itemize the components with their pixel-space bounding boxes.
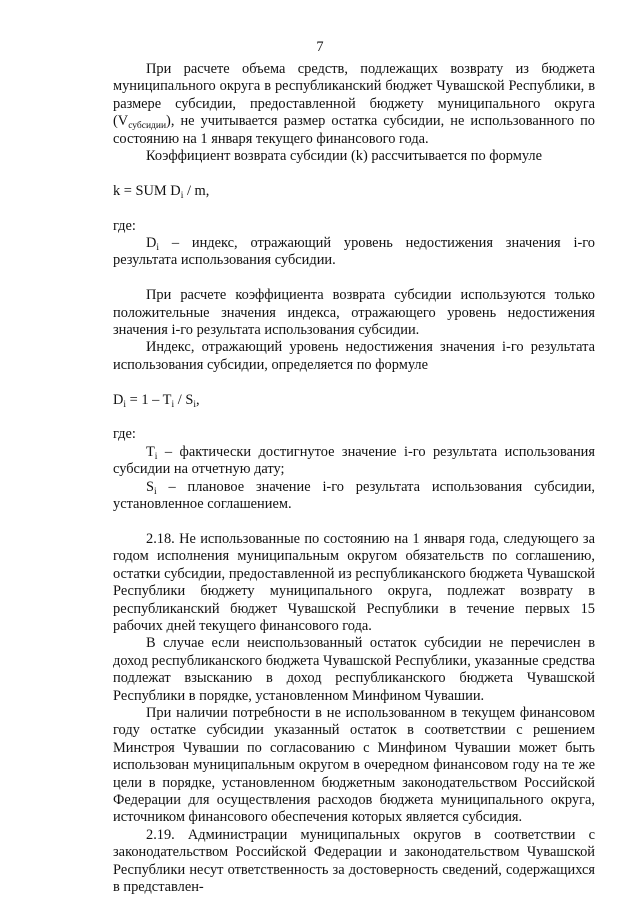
paragraph-text: При расчете объема средств, подлежащих возврату из бюджета муниципального округа в республиканский бюджет Чувашской Республики, в размере субсидии, предоставленной бюджету муниципального округа (V [113,61,595,130]
subscript: i [193,399,196,410]
page-number: 7 [316,39,324,55]
subscript: i [180,190,184,201]
formula-text: / S [174,391,194,408]
paragraph-return-volume [113,61,595,148]
definition-text: – фактически достигнутое значение i-го результата использования субсидии на отчетную дату; [113,443,595,478]
definition-d [113,235,595,270]
where-label: где: [113,426,136,443]
formula-text: k = SUM D [113,182,181,199]
formula-d [113,392,595,409]
symbol: S [146,478,155,495]
paragraph-2-18-reuse: При наличии потребности в не использованном в текущем финансовом году остатке субсидии указанный остаток в соответствии с решением Минстроя Чувашии по согласованию с Минфином Чувашии может быть использован муниципальным округом в очередном финансовом году на те же цели в порядке, установленном бюджетным законодательством Российской Федерации для осуществления расходов бюджета муниципального округа, источником финансового обеспечения которых является субсидия. [113,704,595,826]
document-body [113,61,595,896]
paragraph-2-18-recovery: В случае если неиспользованный остаток субсидии не перечислен в доход республиканского бюджета Чувашской Республики, указанные средства подлежат взысканию в доход республиканского бюджета Чувашской Республики в порядке, установленном Минфином Чувашии. [113,635,595,704]
paragraph-2-19: 2.19. Администрации муниципальных округов в соответствии с законодательством Российской Федерации и законодательством Чувашской Республики несут ответственность за достоверность сведений, содержащихся в представлен- [113,826,595,895]
subscript: i [154,451,158,462]
paragraph-positive-values: При расчете коэффициента возврата субсидии используются только положительные значения индекса, отражающего уровень недостижения значения i-го результата использования субсидии. [113,287,595,339]
symbol: D [146,235,157,252]
formula-text: D [113,391,124,408]
formula-text: / m, [183,182,210,199]
definition-s [113,479,595,514]
paragraph-index-intro: Индекс, отражающий уровень недостижения значения i-го результата использования субсидии, определяется по формуле [113,339,595,373]
where-label: где: [113,217,136,234]
paragraph-2-18: 2.18. Не использованные по состоянию на 1 января года, следующего за годом исполнения муниципальным округом обязательств по соглашению, остатки субсидии, предоставленной из республиканского бюджета Чувашской Республики бюджету муниципального округа, подлежат возврату в республиканский бюджет Чувашской Республики в течение первых 15 рабочих дней текущего финансового года. [113,530,595,634]
subscript: субсидии [128,121,167,132]
subscript: i [154,486,157,497]
definition-text: – индекс, отражающий уровень недостижения значения i-го результата использования субсидии. [113,235,595,269]
paragraph-text: ), не учитывается размер остатка субсидии, не использованного по состоянию на 1 января текущего финансового года. [113,113,595,147]
subscript: i [156,243,160,254]
subscript: i [171,399,175,410]
definition-text: – плановое значение i-го результата использования субсидии, установленное соглашением. [113,478,595,513]
symbol: T [146,443,155,460]
formula-text: , [195,391,200,408]
paragraph-coefficient-intro: Коэффициент возврата субсидии (k) рассчитывается по формуле [146,148,542,165]
formula-k [113,183,595,200]
formula-text: = 1 – T [126,391,172,408]
subscript: i [123,399,127,410]
definition-t [113,444,595,479]
